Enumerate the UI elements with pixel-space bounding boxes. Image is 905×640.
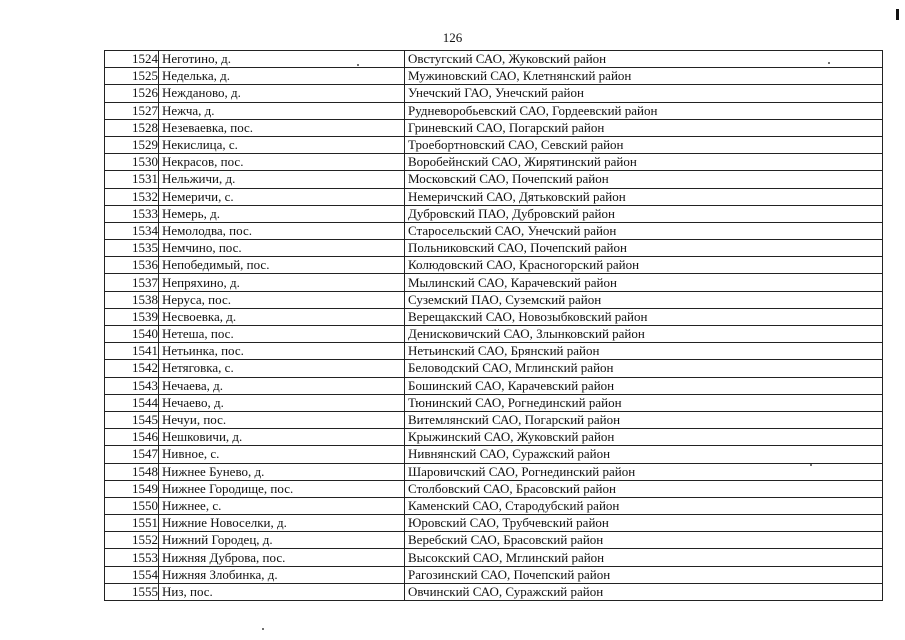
settlement-name: Нижнее Бунево, д. [159, 463, 405, 480]
district-name: Польниковский САО, Почепский район [405, 240, 883, 257]
settlement-name: Нетьинка, пос. [159, 343, 405, 360]
scan-speck [262, 628, 264, 630]
table-row [105, 360, 883, 377]
table-row [105, 68, 883, 85]
row-number: 1543 [105, 377, 159, 394]
district-name: Мылинский САО, Карачевский район [405, 274, 883, 291]
district-name: Бошинский САО, Карачевский район [405, 377, 883, 394]
table-row [105, 377, 883, 394]
table-row [105, 274, 883, 291]
table-row [105, 429, 883, 446]
edge-mark [896, 9, 899, 20]
district-name: Крыжинский САО, Жуковский район [405, 429, 883, 446]
district-name: Каменский САО, Стародубский район [405, 497, 883, 514]
row-number: 1541 [105, 343, 159, 360]
table-row [105, 308, 883, 325]
district-name: Юровский САО, Трубчевский район [405, 515, 883, 532]
settlement-name: Нельжичи, д. [159, 171, 405, 188]
district-name: Овчинский САО, Суражский район [405, 583, 883, 600]
settlement-name: Нижняя Дуброва, пос. [159, 549, 405, 566]
row-number: 1553 [105, 549, 159, 566]
district-name: Унечский ГАО, Унечский район [405, 85, 883, 102]
settlement-name: Нетяговка, с. [159, 360, 405, 377]
settlement-name: Нечуи, пос. [159, 411, 405, 428]
row-number: 1548 [105, 463, 159, 480]
scan-speck [810, 464, 812, 466]
settlement-name: Немеричи, с. [159, 188, 405, 205]
table-body [105, 51, 883, 601]
row-number: 1542 [105, 360, 159, 377]
settlement-name: Нечаева, д. [159, 377, 405, 394]
settlement-name: Нетеша, пос. [159, 326, 405, 343]
settlement-name: Нежча, д. [159, 102, 405, 119]
district-name: Шаровичский САО, Рогнединский район [405, 463, 883, 480]
row-number: 1533 [105, 205, 159, 222]
row-number: 1524 [105, 51, 159, 68]
row-number: 1529 [105, 136, 159, 153]
scan-speck [357, 64, 359, 66]
row-number: 1535 [105, 240, 159, 257]
row-number: 1539 [105, 308, 159, 325]
settlement-name: Нижнее Городище, пос. [159, 480, 405, 497]
district-name: Денисковичский САО, Злынковский район [405, 326, 883, 343]
district-name: Московский САО, Почепский район [405, 171, 883, 188]
settlement-name: Нижняя Злобинка, д. [159, 566, 405, 583]
table-row [105, 446, 883, 463]
table-row [105, 343, 883, 360]
table-row [105, 515, 883, 532]
table-row [105, 102, 883, 119]
district-name: Рудневоробьевский САО, Гордеевский район [405, 102, 883, 119]
district-name: Овстугский САО, Жуковский район [405, 51, 883, 68]
settlement-name: Немолодва, пос. [159, 222, 405, 239]
row-number: 1550 [105, 497, 159, 514]
table-row [105, 171, 883, 188]
table-row [105, 326, 883, 343]
district-name: Колюдовский САО, Красногорский район [405, 257, 883, 274]
row-number: 1526 [105, 85, 159, 102]
row-number: 1531 [105, 171, 159, 188]
district-name: Мужиновский САО, Клетнянский район [405, 68, 883, 85]
row-number: 1528 [105, 119, 159, 136]
district-name: Беловодский САО, Мглинский район [405, 360, 883, 377]
row-number: 1536 [105, 257, 159, 274]
row-number: 1549 [105, 480, 159, 497]
settlement-name: Некрасов, пос. [159, 154, 405, 171]
page-number: 126 [442, 30, 463, 45]
table-row [105, 119, 883, 136]
settlement-name: Немчино, пос. [159, 240, 405, 257]
settlement-name: Несвоевка, д. [159, 308, 405, 325]
row-number: 1537 [105, 274, 159, 291]
settlement-name: Неруса, пос. [159, 291, 405, 308]
settlement-name: Неготино, д. [159, 51, 405, 68]
settlement-name: Незеваевка, пос. [159, 119, 405, 136]
table-row [105, 51, 883, 68]
row-number: 1527 [105, 102, 159, 119]
row-number: 1547 [105, 446, 159, 463]
row-number: 1525 [105, 68, 159, 85]
table-row [105, 566, 883, 583]
table-row [105, 136, 883, 153]
table-row [105, 240, 883, 257]
table-row [105, 532, 883, 549]
table-row [105, 291, 883, 308]
table-row [105, 463, 883, 480]
district-name: Нетьинский САО, Брянский район [405, 343, 883, 360]
settlement-name: Непобедимый, пос. [159, 257, 405, 274]
district-name: Воробейнский САО, Жирятинский район [405, 154, 883, 171]
district-name: Верещакский САО, Новозыбковский район [405, 308, 883, 325]
table-row [105, 497, 883, 514]
settlement-name: Неделька, д. [159, 68, 405, 85]
row-number: 1552 [105, 532, 159, 549]
settlement-name: Немерь, д. [159, 205, 405, 222]
district-name: Троебортновский САО, Севский район [405, 136, 883, 153]
settlement-name: Нешковичи, д. [159, 429, 405, 446]
row-number: 1530 [105, 154, 159, 171]
district-name: Дубровский ПАО, Дубровский район [405, 205, 883, 222]
settlement-name: Непряхино, д. [159, 274, 405, 291]
row-number: 1544 [105, 394, 159, 411]
district-name: Веребский САО, Брасовский район [405, 532, 883, 549]
row-number: 1546 [105, 429, 159, 446]
row-number: 1538 [105, 291, 159, 308]
settlement-name: Нижнее, с. [159, 497, 405, 514]
table-row [105, 188, 883, 205]
table-row [105, 583, 883, 600]
settlement-name: Низ, пос. [159, 583, 405, 600]
table-row [105, 222, 883, 239]
settlement-name: Нежданово, д. [159, 85, 405, 102]
district-name: Столбовский САО, Брасовский район [405, 480, 883, 497]
district-name: Рагозинский САО, Почепский район [405, 566, 883, 583]
table-row [105, 257, 883, 274]
settlement-name: Некислица, с. [159, 136, 405, 153]
table-row [105, 154, 883, 171]
table-row [105, 480, 883, 497]
table-row [105, 205, 883, 222]
row-number: 1551 [105, 515, 159, 532]
district-name: Старосельский САО, Унечский район [405, 222, 883, 239]
row-number: 1540 [105, 326, 159, 343]
table-row [105, 85, 883, 102]
district-name: Немеричский САО, Дятьковский район [405, 188, 883, 205]
settlement-name: Нижние Новоселки, д. [159, 515, 405, 532]
row-number: 1554 [105, 566, 159, 583]
row-number: 1545 [105, 411, 159, 428]
district-name: Гриневский САО, Погарский район [405, 119, 883, 136]
settlements-table [104, 50, 883, 601]
row-number: 1532 [105, 188, 159, 205]
row-number: 1555 [105, 583, 159, 600]
district-name: Суземский ПАО, Суземский район [405, 291, 883, 308]
district-name: Нивнянский САО, Суражский район [405, 446, 883, 463]
table-row [105, 394, 883, 411]
settlement-name: Нечаево, д. [159, 394, 405, 411]
table-row [105, 549, 883, 566]
row-number: 1534 [105, 222, 159, 239]
table-row [105, 411, 883, 428]
district-name: Витемлянский САО, Погарский район [405, 411, 883, 428]
settlement-name: Нивное, с. [159, 446, 405, 463]
district-name: Тюнинский САО, Рогнединский район [405, 394, 883, 411]
settlement-name: Нижний Городец, д. [159, 532, 405, 549]
district-name: Высокский САО, Мглинский район [405, 549, 883, 566]
scan-speck [828, 62, 830, 64]
